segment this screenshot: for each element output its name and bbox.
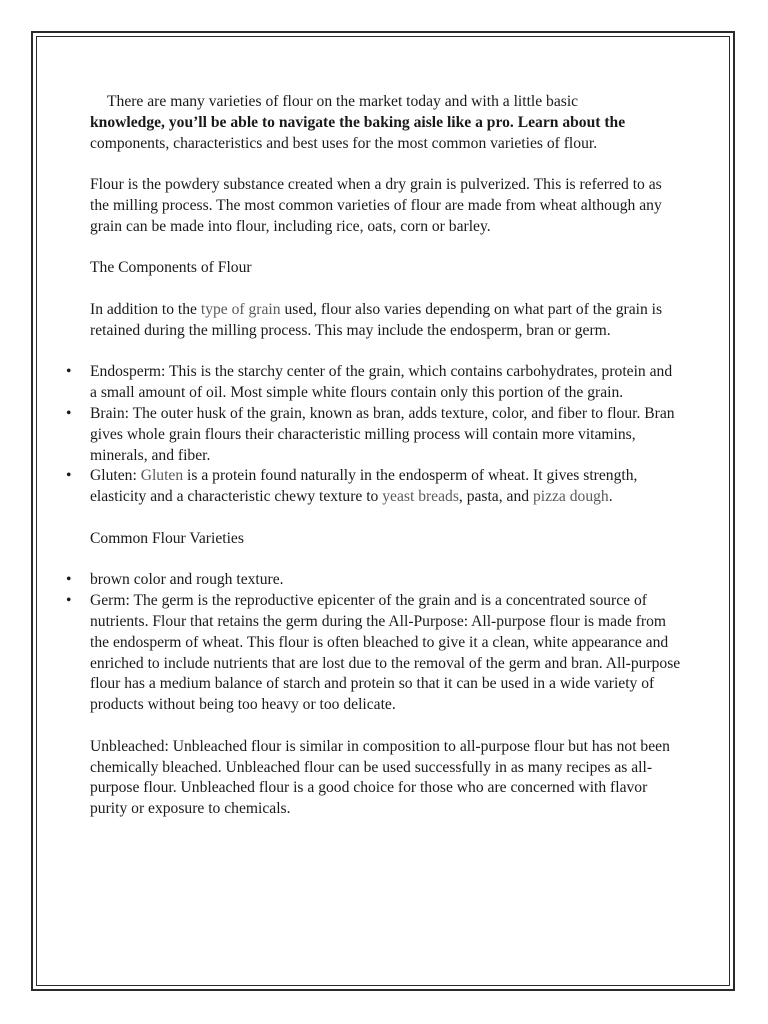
bullet-icon: • <box>66 467 72 485</box>
document-body <box>66 92 682 820</box>
intro-paragraph <box>90 92 682 154</box>
list-item-endosperm: • Endosperm: This is the starchy center of the grain, which contains carbohydrates, protein and a small amount of oil. Most simple white flours contain only this portion of the grain. <box>66 363 673 402</box>
bullet-icon: • <box>66 404 72 422</box>
components-list <box>66 362 682 508</box>
section-heading-varieties: Common Flour Varieties <box>90 529 244 547</box>
type-of-grain-link[interactable]: type of grain <box>200 300 281 318</box>
list-item-gluten: • Gluten: Gluten is a protein found naturally in the endosperm of wheat. It gives strength, elasticity and a characteristic chewy texture to yeast breads, pasta, and pizza dough. <box>66 467 638 506</box>
unbleached-paragraph: Unbleached: Unbleached flour is similar in composition to all-purpose flour but has not been chemically bleached. Unbleached flour can be used successfully in as many recipes as all-purpose flour. Unbleached flour is a good choice for those who are concerned with flavor purity or exposure to chemicals. <box>90 737 670 818</box>
varieties-list <box>66 570 682 716</box>
pizza-dough-link[interactable]: pizza dough <box>532 488 609 506</box>
milling-paragraph: Flour is the powdery substance created when a dry grain is pulverized. This is referred to as the milling process. The most common varieties of flour are made from wheat although any grain can be made into flour, including rice, oats, corn or barley. <box>90 176 662 235</box>
bullet-icon: • <box>66 363 72 381</box>
bullet-icon: • <box>66 592 72 610</box>
list-item-brown: • brown color and rough texture. <box>90 570 682 591</box>
intro-line-3: components, characteristics and best uses for the most common varieties of flour. <box>90 134 598 152</box>
section-heading-components: The Components of Flour <box>90 259 252 277</box>
intro-line-1: There are many varieties of flour on the market today and with a little basic <box>107 93 579 110</box>
gluten-link[interactable]: Gluten <box>140 467 184 485</box>
components-paragraph: In addition to the type of grain used, flour also varies depending on what part of the grain is retained during the milling process. This may include the endosperm, bran or germ. <box>90 300 663 339</box>
bullet-icon: • <box>66 571 72 589</box>
intro-line-bold: knowledge, you’ll be able to navigate the baking aisle like a pro. Learn about the <box>90 113 626 131</box>
list-item-brain: • Brain: The outer husk of the grain, known as bran, adds texture, color, and fiber to flour. Bran gives whole grain flours their characteristic milling process will contain more vitamins, minerals, and fiber. <box>66 404 675 464</box>
list-item-germ: • Germ: The germ is the reproductive epicenter of the grain and is a concentrated source of nutrients. Flour that retains the germ during the All-Purpose: All-purpose flour is made from the endosperm of wheat. This flour is often bleached to give it a clean, white appearance and enriched to include nutrients that are lost due to the removal of the germ and bran. All-purpose flour has a medium balance of starch and protein so that it can be used in a wide variety of products without being too heavy or too delicate. <box>66 592 681 714</box>
yeast-breads-link[interactable]: yeast breads <box>382 488 459 506</box>
